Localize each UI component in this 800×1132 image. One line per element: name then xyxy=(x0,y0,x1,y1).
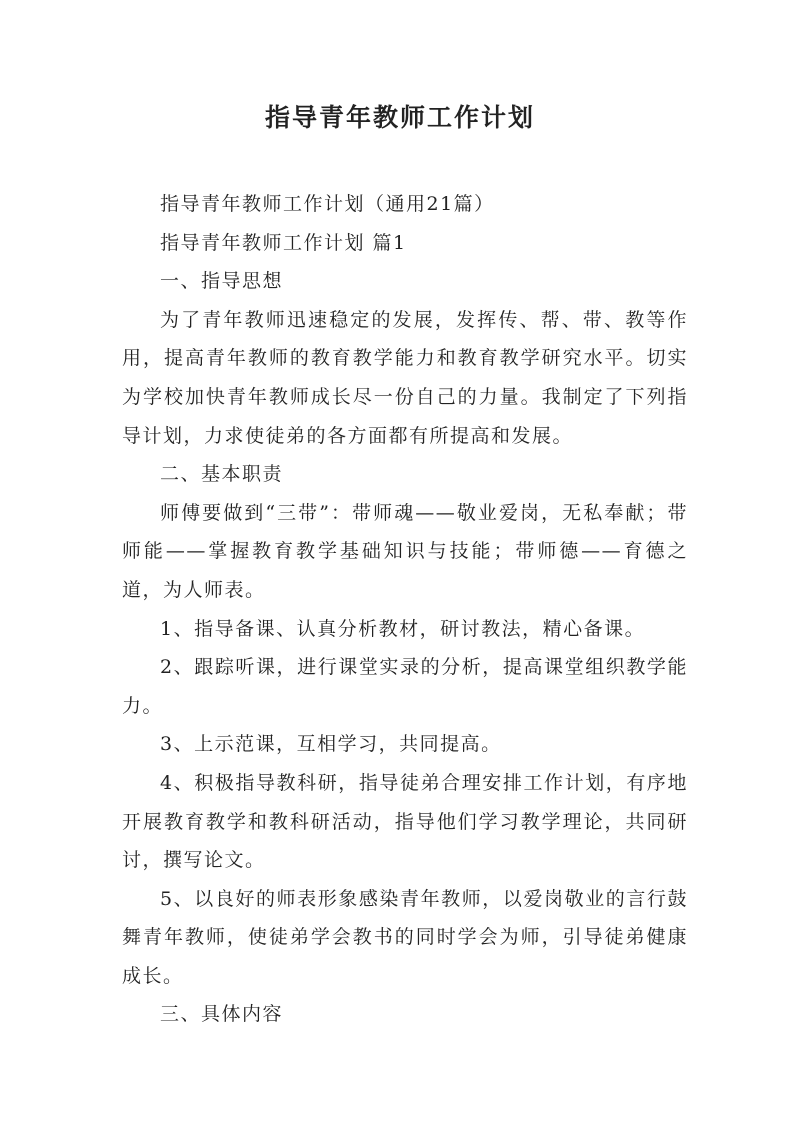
document-title: 指导青年教师工作计划 xyxy=(264,103,535,132)
list-item-2: 2、跟踪听课，进行课堂实录的分析，提高课堂组织教学能力。 xyxy=(122,656,688,717)
list-item-4: 4、积极指导教科研，指导徒弟合理安排工作计划，有序地开展教育教学和教科研活动，指导他们学习教学理论，共同研讨，撰写论文。 xyxy=(122,771,688,872)
document-body xyxy=(122,185,688,1034)
subtitle-paragraph: 指导青年教师工作计划（通用21篇） xyxy=(160,193,495,215)
heading-specific-content: 三、具体内容 xyxy=(160,1003,284,1026)
section-heading-paragraph: 指导青年教师工作计划 篇1 xyxy=(160,231,407,254)
heading-guiding-thought: 一、指导思想 xyxy=(160,270,284,293)
list-item-5: 5、以良好的师表形象感染青年教师，以爱岗敬业的言行鼓舞青年教师，使徒弟学会教书的同时学会为师，引导徒弟健康成长。 xyxy=(122,887,688,987)
heading-basic-duties: 二、基本职责 xyxy=(160,463,284,486)
paragraph-guiding-thought: 为了青年教师迅速稳定的发展，发挥传、帮、带、教等作用，提高青年教师的教育教学能力和教育教学研究水平。切实为学校加快青年教师成长尽一份自己的力量。我制定了下列指导计划，力求使徒弟的各方面都有所提高和发展。 xyxy=(122,308,688,447)
list-item-3: 3、上示范课，互相学习，共同提高。 xyxy=(160,733,502,756)
list-item-1: 1、指导备课、认真分析教材，研讨教法，精心备课。 xyxy=(160,617,646,640)
paragraph-three-carries: 师傅要做到“三带”：带师魂——敬业爱岗，无私奉献；带师能——掌握教育教学基础知识与技能；带师德——育德之道，为人师表。 xyxy=(122,501,688,601)
